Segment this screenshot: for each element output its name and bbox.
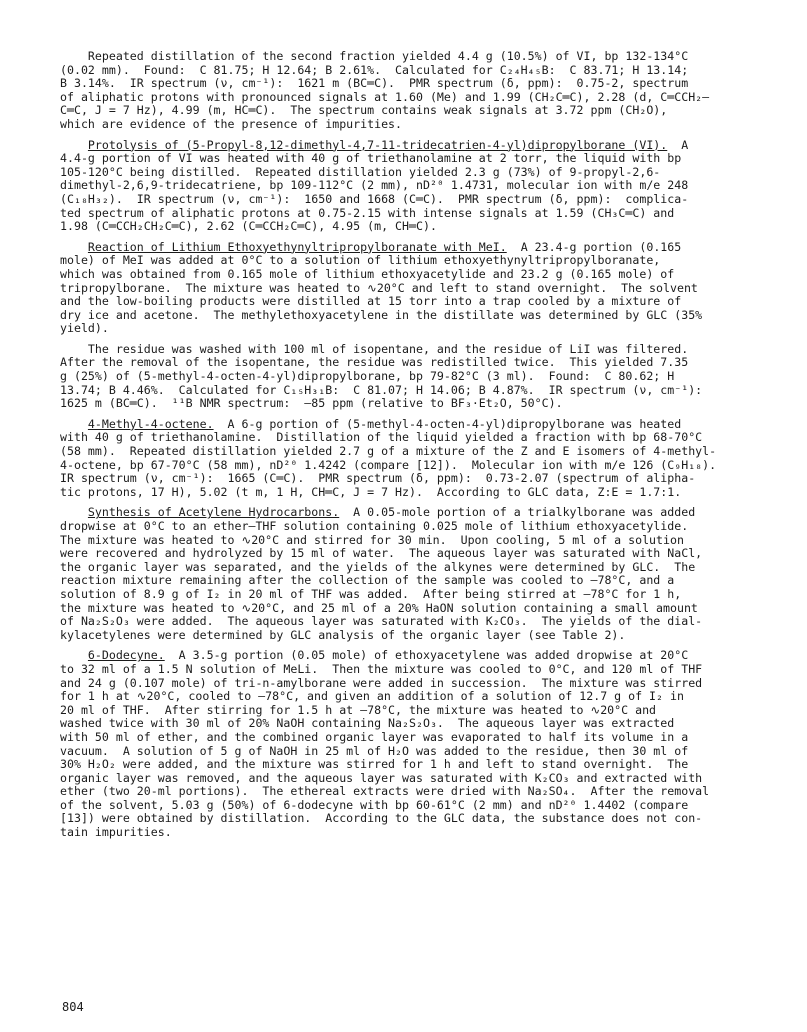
text-line [60, 561, 755, 575]
text-span: yield). [60, 322, 109, 336]
text-line [60, 445, 755, 459]
text-span: 13.74; B 4.46%. Calculated for C₁₅H₃₁B: C 81.07; H 14.06; B 4.87%. IR spectrum (ν, cm⁻¹): [60, 383, 703, 397]
text-line [60, 486, 755, 500]
text-line [60, 649, 755, 663]
text-span: B 3.14%. IR spectrum (ν, cm⁻¹): 1621 m (BC═C). PMR spectrum (δ, ppm): 0.75-2, spectrum [60, 77, 689, 91]
text-span: C═C, J = 7 Hz), 4.99 (m, HC═C). The spectrum contains weak signals at 3.72 ppm (CH₂O), [60, 104, 668, 118]
text-line [60, 615, 755, 629]
paragraph [60, 241, 755, 336]
text-span: tic protons, 17 H), 5.02 (t m, 1 H, CH═C, J = 7 Hz). According to GLC data, Z:E = 1.7:1. [60, 485, 682, 499]
text-line [60, 64, 755, 78]
text-span: Repeated distillation of the second fraction yielded 4.4 g (10.5%) of VI, bp 132-134°C [60, 50, 689, 63]
text-span: [13]) were obtained by distillation. According to the GLC data, the substance does not con- [60, 812, 703, 826]
text-span: IR spectrum (ν, cm⁻¹): 1665 (C═C). PMR spectrum (δ, ppm): 0.73-2.07 (spectrum of alipha- [60, 472, 696, 486]
paragraph [60, 343, 755, 411]
text-line [60, 152, 755, 166]
text-line [60, 50, 755, 64]
section-heading: 4-Methyl-4-octene. [87, 417, 214, 431]
text-span: vacuum. A solution of 5 g of NaOH in 25 ml of H₂O was added to the residue, then 30 ml of [60, 744, 689, 758]
text-span: The mixture was heated to ∿20°C and stirred for 30 min. Upon cooling, 5 ml of a solution [60, 533, 684, 547]
text-line [60, 772, 755, 786]
text-line [60, 812, 755, 826]
text-span: ether (two 20-ml portions). The ethereal extracts were dried with Na₂SO₄. After the removal [60, 785, 710, 799]
text-span: 4.4-g portion of VI was heated with 40 g of triethanolamine at 2 torr, the liquid with bp [60, 152, 682, 166]
text-span: and the low-boiling products were distilled at 15 torr into a trap cooled by a mixture of [60, 295, 682, 309]
text-line [60, 220, 755, 234]
text-line [60, 282, 755, 296]
text-span: (58 mm). Repeated distillation yielded 2.7 g of a mixture of the Z and E isomers of 4-methyl- [60, 445, 717, 459]
text-line [60, 309, 755, 323]
text-span: A [667, 138, 689, 152]
text-line [60, 179, 755, 193]
text-span: which was obtained from 0.165 mole of lithium ethoxyacetylide and 23.2 g (0.165 mole) of [60, 267, 675, 281]
text-span: dropwise at 0°C to an ether—THF solution containing 0.025 mole of lithium ethoxyacetylide. [60, 520, 689, 533]
text-line [60, 520, 755, 534]
article-body [60, 50, 755, 847]
text-span: ted spectrum of aliphatic protons at 0.75-2.15 with intense signals at 1.59 (CH₃C═C) and [60, 206, 675, 220]
text-span: of aliphatic protons with pronounced signals at 1.60 (Me) and 1.99 (CH₂C═C), 2.28 (d, C═CCH₂— [60, 90, 710, 104]
text-span: solution of 8.9 g of I₂ in 20 ml of THF was added. After being stirred at —78°C for 1 h, [60, 587, 682, 601]
text-line [60, 534, 755, 548]
text-span: tain impurities. [60, 826, 172, 840]
text-line [60, 574, 755, 588]
text-line [60, 690, 755, 704]
text-line [60, 785, 755, 799]
text-line [60, 547, 755, 561]
text-line [60, 268, 755, 282]
section-heading: Reaction of Lithium Ethoxyethynyltripropylboranate with MeI. [87, 240, 507, 254]
text-span: with 40 g of triethanolamine. Distillation of the liquid yielded a fraction with bp 68-70°C [60, 431, 703, 445]
paragraph [60, 506, 755, 642]
text-line [60, 193, 755, 207]
text-span: dry ice and acetone. The methylethoxyacetylene in the distillate was determined by GLC (35% [60, 308, 703, 322]
text-span: (C₁₈H₃₂). IR spectrum (ν, cm⁻¹): 1650 and 1668 (C═C). PMR spectrum (δ, ppm): complica- [60, 192, 689, 206]
text-span: were recovered and hydrolyzed by 15 ml of water. The aqueous layer was saturated with NaCl, [60, 547, 703, 561]
text-line [60, 370, 755, 384]
text-line [60, 207, 755, 221]
text-line [60, 384, 755, 398]
text-span: 30% H₂O₂ were added, and the mixture was stirred for 1 h and left to stand overnight. The [60, 758, 689, 772]
text-line [60, 663, 755, 677]
text-span: A 23.4-g portion (0.165 [506, 240, 682, 254]
paragraph [60, 50, 755, 132]
text-line [60, 602, 755, 616]
text-span: 4-octene, bp 67-70°C (58 mm), nD²⁰ 1.4242 (compare [12]). Molecular ion with m/e 126 (C₉H₁₈). [60, 458, 717, 472]
text-span: After the removal of the isopentane, the residue was redistilled twice. This yielded 7.35 [60, 356, 689, 370]
text-span: tripropylborane. The mixture was heated to ∿20°C and left to stand overnight. The solvent [60, 281, 698, 295]
text-span: A 3.5-g portion (0.05 mole) of ethoxyacetylene was added dropwise at 20°C [164, 649, 689, 663]
text-span: and 24 g (0.107 mole) of tri-n-amylborane were added in succession. The mixture was stirred [60, 676, 703, 690]
text-line [60, 431, 755, 445]
text-line [60, 717, 755, 731]
section-heading: 6-Dodecyne. [87, 649, 165, 663]
text-line [60, 139, 755, 153]
text-line [60, 758, 755, 772]
text-line [60, 826, 755, 840]
text-line [60, 588, 755, 602]
text-span: of Na₂S₂O₃ were added. The aqueous layer was saturated with K₂CO₃. The yields of the dial- [60, 615, 703, 629]
text-span: organic layer was removed, and the aqueous layer was saturated with K₂CO₃ and extracted with [60, 771, 703, 785]
text-span: which are evidence of the presence of impurities. [60, 117, 403, 131]
text-line [60, 704, 755, 718]
text-span: with 50 ml of ether, and the combined organic layer was evaporated to half its volume in a [60, 730, 689, 744]
text-span: kylacetylenes were determined by GLC analysis of the organic layer (see Table 2). [60, 628, 626, 642]
text-span: the organic layer was separated, and the yields of the alkynes were determined by GLC. The [60, 560, 696, 574]
text-span: dimethyl-2,6,9-tridecatriene, bp 109-112°C (2 mm), nD²⁰ 1.4731, molecular ion with m/e 248 [60, 179, 689, 193]
text-span: mole) of MeI was added at 0°C to a solution of lithium ethoxyethynyltripropylboranate, [60, 254, 661, 268]
paragraph [60, 139, 755, 234]
text-line [60, 295, 755, 309]
text-line [60, 254, 755, 268]
text-line [60, 677, 755, 691]
text-span: washed twice with 30 ml of 20% NaOH containing Na₂S₂O₃. The aqueous layer was extracted [60, 717, 675, 731]
text-span: reaction mixture remaining after the collection of the sample was cooled to —78°C, and a [60, 574, 675, 588]
text-line [60, 397, 755, 411]
section-heading: Protolysis of (5-Propyl-8,12-dimethyl-4,7-11-tridecatrien-4-yl)dipropylborane (VI). [87, 138, 668, 152]
text-line [60, 77, 755, 91]
text-line [60, 418, 755, 432]
text-line [60, 472, 755, 486]
text-line [60, 731, 755, 745]
text-line [60, 356, 755, 370]
paragraph [60, 418, 755, 500]
text-line [60, 104, 755, 118]
text-span: 1.98 (C═CCH₂CH₂C═C), 2.62 (C═CCH₂C═C), 4.95 (m, CH═C). [60, 220, 437, 234]
paragraph [60, 649, 755, 839]
text-span: 20 ml of THF. After stirring for 1.5 h at —78°C, the mixture was heated to ∿20°C and [60, 703, 657, 717]
text-span: to 32 ml of a 1.5 N solution of MeLi. Then the mixture was cooled to 0°C, and 120 ml of THF [60, 662, 703, 676]
text-span: g (25%) of (5-methyl-4-octen-4-yl)dipropylborane, bp 79-82°C (3 ml). Found: C 80.62; H [60, 370, 675, 384]
text-span: 105-120°C being distilled. Repeated distillation yielded 2.3 g (73%) of 9-propyl-2,6- [60, 165, 661, 179]
text-line [60, 799, 755, 813]
text-line [60, 629, 755, 643]
text-line [60, 241, 755, 255]
page-number: 804 [62, 1000, 84, 1014]
text-line [60, 166, 755, 180]
section-heading: Synthesis of Acetylene Hydrocarbons. [87, 506, 340, 520]
text-line [60, 322, 755, 336]
text-span: 1625 m (BC═C). ¹¹B NMR spectrum: —85 ppm (relative to BF₃·Et₂O, 50°C). [60, 397, 563, 411]
text-span: The residue was washed with 100 ml of isopentane, and the residue of LiI was filtered. [60, 342, 689, 356]
text-span: A 0.05-mole portion of a trialkylborane was added [339, 506, 696, 520]
text-line [60, 343, 755, 357]
text-line [60, 506, 755, 520]
text-line [60, 459, 755, 473]
text-line [60, 91, 755, 105]
text-line [60, 745, 755, 759]
text-span: for 1 h at ∿20°C, cooled to —78°C, and given an addition of a solution of 12.7 g of I₂ in [60, 690, 684, 704]
text-line [60, 118, 755, 132]
text-span: A 6-g portion of (5-methyl-4-octen-4-yl)dipropylborane was heated [213, 417, 682, 431]
text-span: of the solvent, 5.03 g (50%) of 6-dodecyne with bp 60-61°C (2 mm) and nD²⁰ 1.4402 (compare [60, 798, 689, 812]
text-span: (0.02 mm). Found: C 81.75; H 12.64; B 2.61%. Calculated for C₂₄H₄₅B: C 83.71; H 13.14; [60, 63, 689, 77]
text-span: the mixture was heated to ∿20°C, and 25 ml of a 20% HaON solution containing a small amount [60, 601, 698, 615]
